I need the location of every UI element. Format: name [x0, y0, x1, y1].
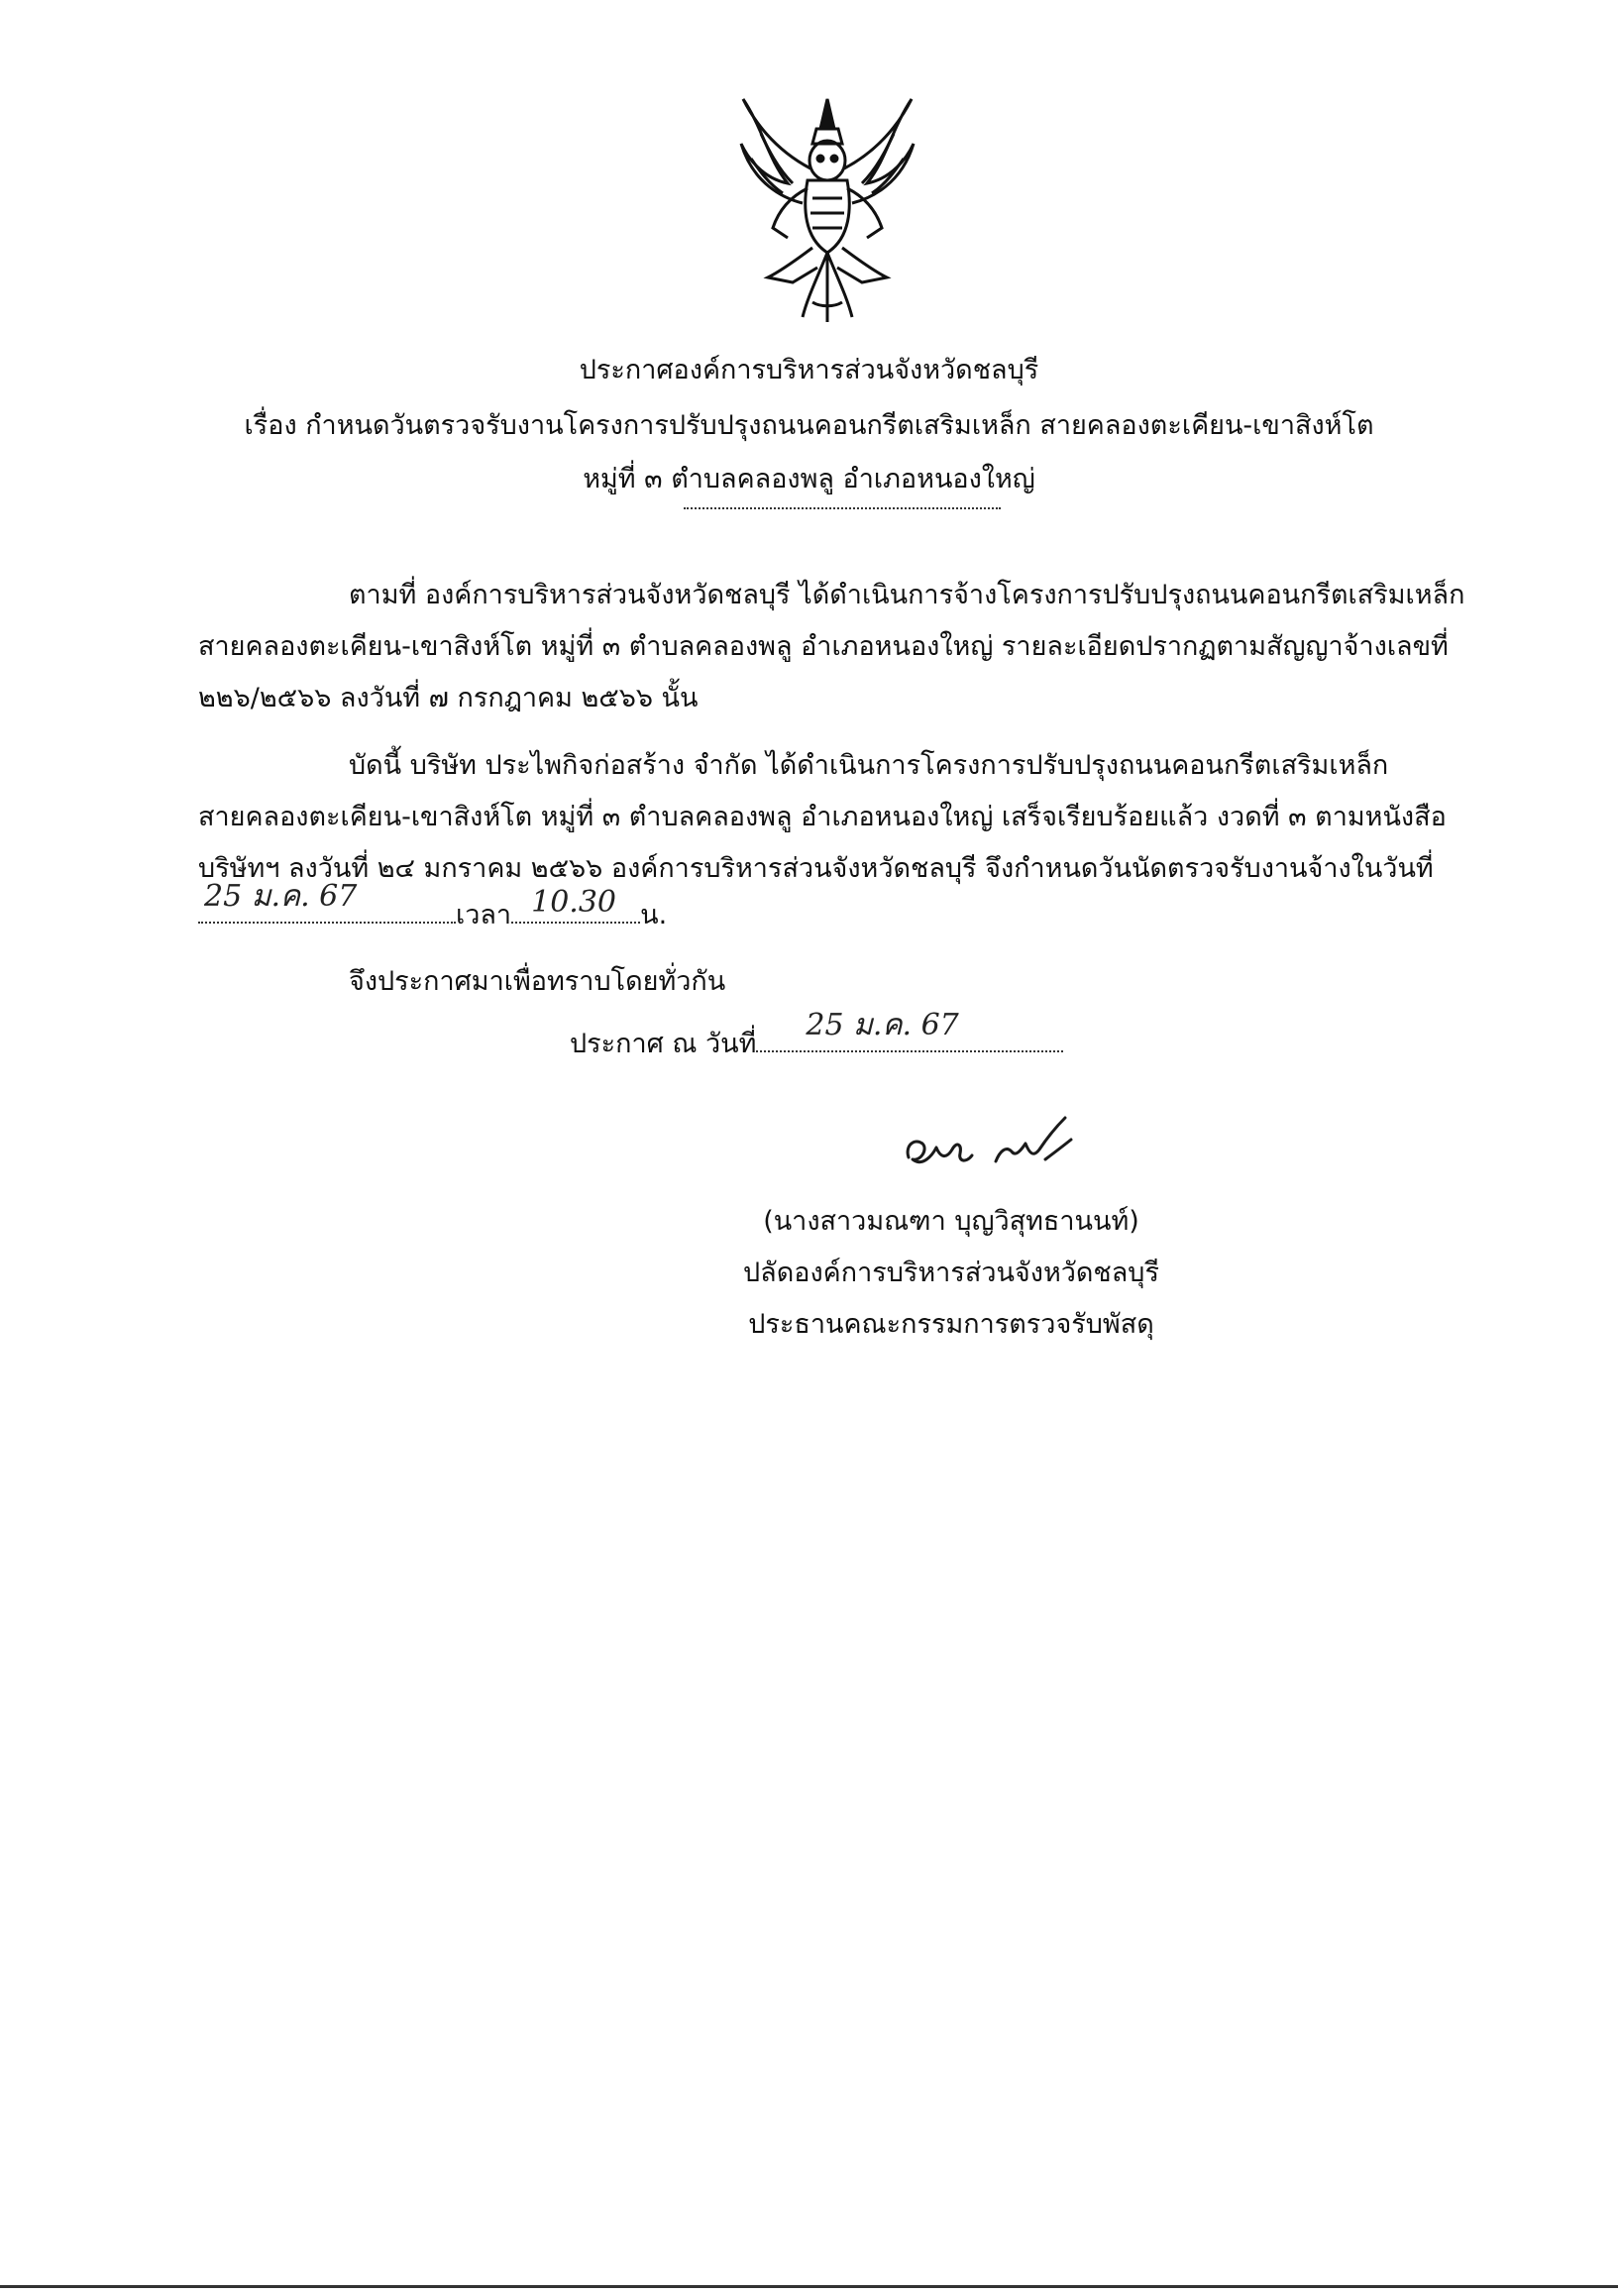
inspection-date-handwritten: 25 ม.ค. 67 — [204, 879, 358, 914]
inspection-date-field — [198, 879, 456, 924]
announce-date-label: ประกาศ ณ วันที่ — [570, 1029, 757, 1059]
garuda-emblem — [733, 89, 921, 327]
announce-date-field — [756, 1008, 1063, 1052]
signatory-name: (นางสาวมณฑา บุญวิสุทธานนท์) — [763, 1206, 1139, 1237]
announcement-subject: เรื่อง กำหนดวันตรวจรับงานโครงการปรับปรุงถนนคอนกรีตเสริมเหล็ก สายคลองตะเคียน-เขาสิงห์โต — [244, 410, 1374, 441]
handwritten-signature — [897, 1110, 1095, 1179]
title-divider — [684, 507, 1001, 509]
scan-edge-line — [0, 2285, 1618, 2288]
inspection-time-handwritten: 10.30 — [531, 885, 616, 920]
closing-statement: จึงประกาศมาเพื่อทราบโดยทั่วกัน — [349, 966, 726, 997]
p1-line1: ตามที่ องค์การบริหารส่วนจังหวัดชลบุรี ได้ดำเนินการจ้างโครงการปรับปรุงถนนคอนกรีตเสริมเหล็ก — [349, 580, 1465, 610]
signatory-committee-role: ประธานคณะกรรมการตรวจรับพัสดุ — [748, 1309, 1154, 1340]
announce-date-line — [570, 1008, 1063, 1064]
p1-line3: ๒๒๖/๒๕๖๖ ลงวันที่ ๗ กรกฎาคม ๒๕๖๖ นั้น — [198, 683, 699, 713]
announcement-title: ประกาศองค์การบริหารส่วนจังหวัดชลบุรี — [579, 355, 1039, 385]
signatory-position: ปลัดองค์การบริหารส่วนจังหวัดชลบุรี — [743, 1257, 1159, 1288]
time-suffix: น. — [640, 900, 668, 930]
p1-line2: สายคลองตะเคียน-เขาสิงห์โต หมู่ที่ ๓ ตำบลคลองพลู อำเภอหนองใหญ่ รายละเอียดปรากฏตามสัญญาจ้างเลขที่ — [198, 631, 1449, 662]
p2-line3: บริษัทฯ ลงวันที่ ๒๔ มกราคม ๒๕๖๖ องค์การบริหารส่วนจังหวัดชลบุรี จึงกำหนดวันนัดตรวจรับงานจ้างในวันที่ — [198, 853, 1434, 884]
time-label: เวลา — [456, 900, 512, 930]
announce-date-handwritten: 25 ม.ค. 67 — [806, 1008, 959, 1042]
announcement-subject-line2: หมู่ที่ ๓ ตำบลคลองพลู อำเภอหนองใหญ่ — [583, 464, 1035, 494]
p2-line2: สายคลองตะเคียน-เขาสิงห์โต หมู่ที่ ๓ ตำบลคลองพลู อำเภอหนองใหญ่ เสร็จเรียบร้อยแล้ว งวดที่ ๓ ตามหนังสือ — [198, 802, 1447, 832]
p2-line1: บัดนี้ บริษัท ประไพกิจก่อสร้าง จำกัด ได้ดำเนินการโครงการปรับปรุงถนนคอนกรีตเสริมเหล็ก — [349, 750, 1389, 781]
inspection-schedule-line — [198, 879, 668, 935]
inspection-time-field — [511, 885, 640, 924]
